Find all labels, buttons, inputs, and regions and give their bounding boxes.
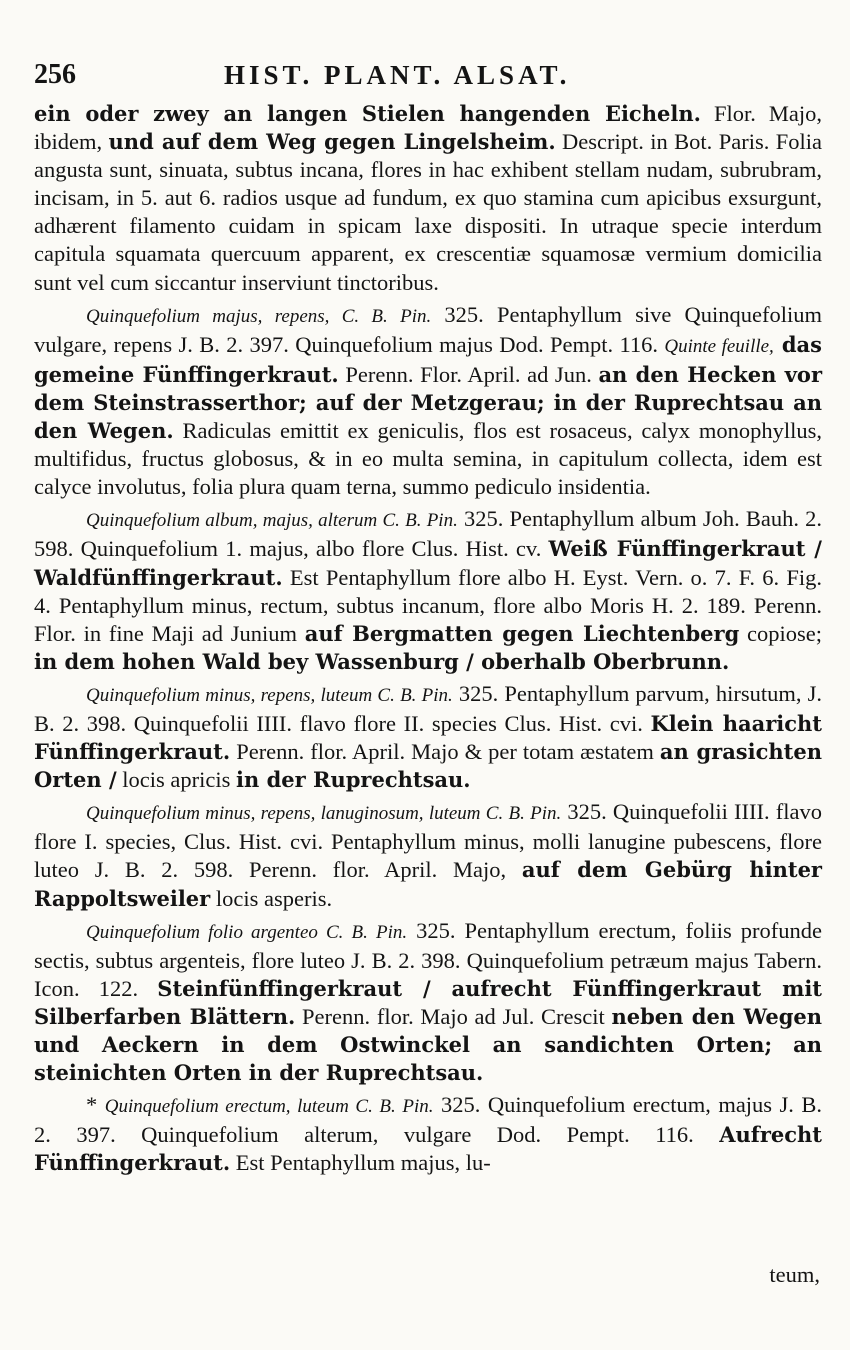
latin-text: Perenn. flor. April. Majo & per totam æstatem bbox=[230, 739, 660, 765]
german-text: auf Bergmatten gegen Liechtenberg bbox=[304, 620, 740, 646]
entry-quinquefolium-minus-luteum bbox=[34, 680, 822, 794]
entry-quinquefolium-majus-repens bbox=[34, 301, 822, 502]
latin-text: 325. Pentaphyllum erectum, foliis profunde sectis, subtus argenteis, flore luteo J. B. 2. 398. Quinquefolium petræum majus Tabern. Icon. 122. bbox=[34, 917, 822, 1001]
german-text: ein oder zwey an langen Stielen hangenden Eicheln. bbox=[34, 101, 701, 126]
german-text: Weiß Fünffingerkraut / Waldfünffingerkraut. bbox=[34, 536, 822, 590]
entry-heading: Quinquefolium minus, repens, luteum C. B. Pin. bbox=[86, 684, 453, 706]
latin-text bbox=[772, 1032, 793, 1057]
latin-text: locis asperis. bbox=[210, 885, 333, 911]
entry-heading: Quinquefolium majus, repens, C. B. Pin. bbox=[86, 305, 432, 327]
latin-text: 325. Pentaphyllum sive Quinquefolium vulgare, repens J. B. 2. 397. Quinquefolium majus Dod. Pempt. 116. bbox=[34, 301, 823, 357]
german-text: Aufrecht Fünffingerkraut. bbox=[34, 1122, 822, 1176]
paragraph-continuation bbox=[34, 100, 822, 297]
latin-text: Flor. Majo, ibidem, bbox=[34, 101, 823, 155]
entry-quinquefolium-erectum bbox=[34, 1091, 822, 1177]
entry-heading: Quinquefolium folio argenteo C. B. Pin. bbox=[86, 921, 408, 943]
latin-text: 325. Pentaphyllum album Joh. Bauh. 2. 598. Quinquefolium 1. majus, albo flore Clus. Hist. cv. bbox=[34, 506, 823, 562]
entry-heading: Quinquefolium minus, repens, lanuginosum, luteum C. B. Pin. bbox=[86, 803, 562, 825]
page-number: 256 bbox=[34, 59, 76, 90]
catchword: teum, bbox=[769, 1262, 820, 1287]
latin-text: 325. Quinquefolii IIII. flavo flore I. species, Clus. Hist. cvi. Pentaphyllum minus, molli lanugine pubescens, flore luteo J. B. 2. 598. Perenn. flor. April. Majo, bbox=[34, 799, 822, 883]
page-header bbox=[34, 50, 814, 100]
latin-text: Descript. in Bot. Paris. Folia angusta sunt, sinuata, subtus incana, flores in hac exhibent stellam nudam, subrubram, incisam, in 5. aut 6. radios usque ad fundum, ex quo stamina cum apicibus exsurgunt, adhærent filamento cuidam in spicam laxe dispositi. In utraque specie interdum capitula squamata quercuum apparent, ex crescentiæ squamosæ vermium domicilia sunt vel cum siccantur inserviunt tinctoribus. bbox=[34, 129, 822, 295]
latin-text: 325. Quinquefolium erectum, majus J. B. 2. 397. Quinquefolium alterum, vulgare Dod. Pempt. 116. bbox=[34, 1092, 823, 1148]
latin-text: Est Pentaphyllum flore albo H. Eyst. Vern. o. 7. F. 6. Fig. 4. Pentaphyllum minus, rectum, subtus incanum, flore albo Moris H. 2. 189. Perenn. Flor. in fine Maji ad Junium bbox=[34, 564, 822, 646]
german-text: auf dem Gebürg hinter Rappoltsweiler bbox=[34, 857, 822, 911]
entry-heading: Quinquefolium album, majus, alterum C. B. Pin. bbox=[86, 510, 458, 532]
german-text: an grasichten Orten / bbox=[34, 739, 822, 793]
german-text: Klein haaricht Fünffingerkraut. bbox=[34, 710, 822, 765]
german-text: an steinichten Orten in der Ruprechtsau. bbox=[34, 1032, 823, 1086]
german-text: das gemeine Fünffingerkraut. bbox=[34, 331, 822, 387]
latin-text: Perenn. flor. Majo ad Jul. Crescit bbox=[295, 1003, 612, 1029]
german-text: neben den Wegen und Aeckern in dem Ostwinckel an sandichten Orten; bbox=[34, 1003, 823, 1057]
german-text: Steinfünffingerkraut / aufrecht Fünffingerkraut mit Silberfarben Blättern. bbox=[34, 975, 822, 1029]
body-text bbox=[34, 100, 822, 1177]
german-text: und auf dem Weg gegen Lingelsheim. bbox=[108, 129, 556, 155]
entry-quinquefolium-lanuginosum bbox=[34, 798, 822, 912]
french-name: Quinte feuille, bbox=[664, 335, 774, 357]
german-text: in dem hohen Wald bey Wassenburg / oberhalb Oberbrunn. bbox=[34, 648, 730, 674]
german-text: an den Hecken vor dem Steinstrasserthor; auf der Metzgerau; in der Ruprechtsau an den Wegen. bbox=[34, 361, 823, 444]
german-text: in der Ruprechtsau. bbox=[236, 767, 471, 793]
latin-text: Perenn. Flor. April. ad Jun. bbox=[338, 361, 599, 387]
entry-quinquefolium-album bbox=[34, 505, 822, 676]
entry-quinquefolium-argenteo bbox=[34, 917, 822, 1088]
latin-text: Est Pentaphyllum majus, lu- bbox=[230, 1150, 491, 1176]
latin-text: copiose; bbox=[739, 620, 822, 646]
latin-text: 325. Pentaphyllum parvum, hirsutum, J. B. 2. 398. Quinquefolii IIII. flavo flore II. species Clus. Hist. cvi. bbox=[34, 680, 822, 736]
entry-heading: Quinquefolium erectum, luteum C. B. Pin. bbox=[104, 1096, 434, 1118]
latin-text: locis apricis bbox=[116, 767, 237, 793]
latin-text: Radiculas emittit ex geniculis, flos est rosaceus, calyx monophyllus, multifidus, fructus globosus, & in eo multa semina, in capitulum collecta, idem est calyce involutus, folia plura quam terna, summo pediculo insidentia. bbox=[34, 418, 823, 500]
asterisk-mark: * bbox=[86, 1092, 105, 1118]
running-title: HIST. PLANT. ALSAT. bbox=[224, 59, 571, 90]
